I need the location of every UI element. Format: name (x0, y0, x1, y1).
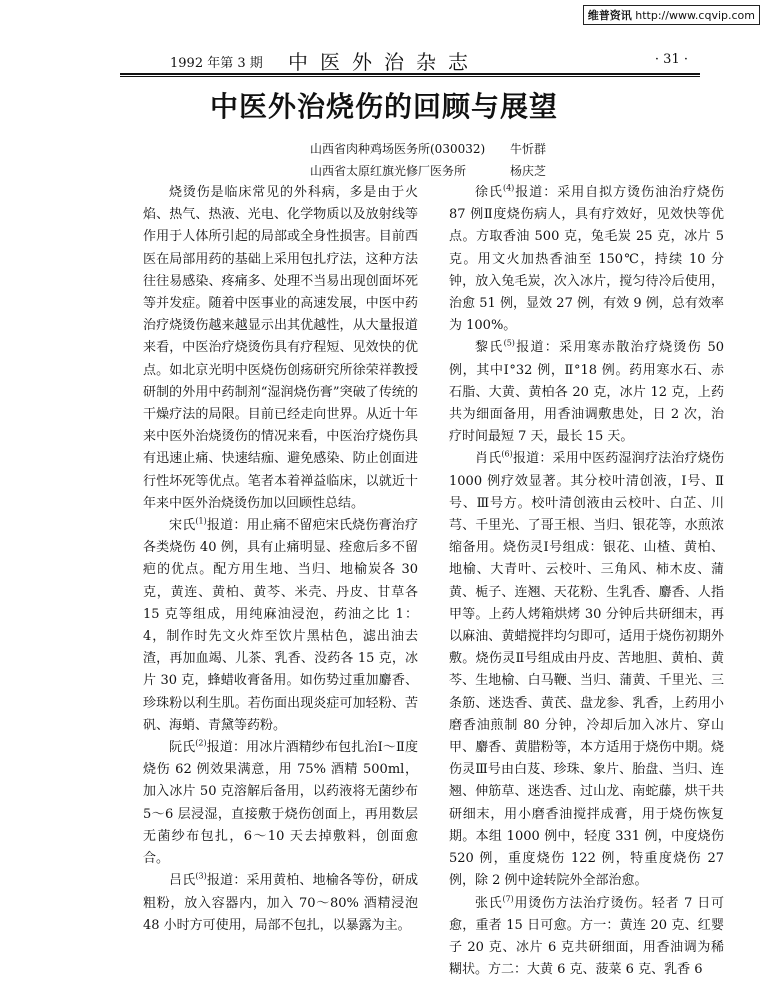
source-stamp (583, 5, 760, 25)
paragraph-text: 报道：采用中医药湿润疗法治疗烧伤 1000 例疗效显著。其分校叶清创液，Ⅰ号、Ⅱ号、Ⅲ号方。校叶清创液由云校叶、白芷、川芎、千里光、了哥王根、当归、银花等，水煎浓缩备用。烧伤灵Ⅰ号组成：银花、山楂、黄柏、地榆、大青叶、云校叶、三角风、柿木皮、蒲黄、栀子、连翘、天花粉、生乳香、麝香、人指甲等。上药人烤箱烘烤 30 分钟后共研细末，再以麻油、黄蜡搅拌均匀即可，适用于烧伤初期外敷。烧伤灵Ⅱ号组成由丹皮、苦地胆、黄柏、黄芩、生地榆、白马鞭、当归、蒲黄、千里光、三条筋、迷迭香、黄芪、盘龙参、乳香，上药用小磨香油煎制 80 分钟，冷却后加入冰片、穿山甲、麝香、黄腊粉等，本方适用于烧伤中期。烧伤灵Ⅲ号由白芨、珍珠、象片、胎盘、当归、连翘、伸筋草、迷迭香、过山龙、南蛇藤，烘干共研细末，用小磨香油搅拌成膏，用于烧伤恢复期。本组 1000 例中，轻度 331 例，中度烧伤 520 例，重度烧伤 122 例，特重度烧伤 27 例，除 2 例中途转院外全部治愈。 (449, 451, 724, 888)
author-line-2 (310, 162, 466, 179)
author-name: 杨庆芝 (510, 162, 546, 179)
right-column (449, 182, 724, 981)
author-line-1 (310, 140, 485, 157)
intro-paragraph: 烧烫伤是临床常见的外科病，多是由于火焰、热气、热液、光电、化学物质以及放射线等作用于人体所引起的局部或全身性损害。目前西医在局部用药的基础上采用包扎疗法，这种方法往往易感染、疼痛多、处理不当易出现创面坏死等并发症。随着中医事业的高速发展，中医中药治疗烧烫伤越来越显示出其优越性，从大量报道来看，中医治疗烧烫伤具有疗程短、见效快的优点。如北京光明中医烧伤创疡研究所徐荣祥教授研制的外用中药制剂“湿润烧伤膏”突破了传统的干燥疗法的局限。目前已经走向世界。从近十年来中医外治烧烫伤的情况来看，中医治疗烧伤具有迅速止痛、快速结痂、避免感染、防止创面进行性坏死等优点。笔者本着禅益临床，以就近十年来中医外治烧烫伤加以回顾性总结。 (143, 182, 418, 515)
stamp-brand: 维普资讯 (588, 9, 632, 22)
author-affiliation: 山西省肉种鸡场医务所(030032) (310, 142, 485, 156)
citation-ref: (6) (501, 450, 512, 459)
issue-label: 1992 年第 3 期 (170, 52, 263, 71)
paragraph-text: 报道：采用黄柏、地榆各等份，研成粗粉，放入容器内，加入 70～80% 酒精浸泡 48 小时方可使用，局部不包扎，以暴露为主。 (143, 873, 418, 932)
paragraph (449, 893, 724, 981)
paragraph-text: 报道：采用自拟方烫伤油治疗烧伤 87 例Ⅱ度烧伤病人，具有疗效好，见效快等优点。方取香油 500 克，兔毛炭 25 克，冰片 5 克。用文火加热香油至 150℃，持续 10 分钟，放入兔毛炭，次入冰片，搅匀待冷后使用，治愈 51 例，显效 27 例，有效 9 例，总有效率为 100%。 (449, 185, 724, 333)
running-header (0, 44, 768, 74)
stamp-url[interactable]: http://www.cqvip.com (635, 9, 755, 22)
citation-author: 吕氏 (169, 873, 195, 888)
citation-author: 肖氏 (475, 451, 501, 466)
left-column (143, 182, 418, 937)
journal-name: 中医外治杂志 (0, 46, 768, 75)
citation-ref: (2) (195, 739, 206, 748)
article-title: 中医外治烧伤的回顾与展望 (0, 85, 768, 125)
paragraph-text: 报道：用冰片酒精纱布包扎治Ⅰ～Ⅱ度烧伤 62 例效果满意，用 75% 酒精 500ml，加入冰片 50 克溶解后备用，以药液将无菌纱布 5～6 层浸湿，直接敷于烧伤创面上，再用数层无菌纱布包扎，6～10 天去掉敷料，创面愈合。 (143, 740, 418, 866)
citation-author: 阮氏 (169, 740, 195, 755)
paragraph-text: 报道：用止痛不留疤宋氏烧伤膏治疗各类烧伤 40 例，具有止痛明显、痊愈后多不留疤的优点。配方用生地、当归、地榆炭各 30 克，黄连、黄柏、黄芩、米壳、丹皮、甘草各 15 克等组成，用纯麻油浸泡，药油之比 1：4，制作时先文火炸至饮片黑枯色，滤出油去渣，再加血竭、儿茶、乳香、没药各 15 克，冰片 30 克，蜂蜡收膏备用。如伤势过重加麝香、珍珠粉以利生肌。若伤面出现炎症可加轻粉、苦矾、海蛸、青黛等药粉。 (143, 518, 418, 733)
citation-ref: (5) (504, 339, 515, 348)
citation-author: 宋氏 (169, 518, 195, 533)
paragraph-text: 用烫伤方法治疗烫伤。轻者 7 日可愈，重者 15 日可愈。方一：黄连 20 克、红婴子 20 克、冰片 6 克共研细面，用香油调为稀糊状。方二：大黄 6 克、菠菜 6 克、乳香 6 (449, 896, 724, 978)
paragraph (449, 448, 724, 892)
paragraph-text: 报道：采用寒赤散治疗烧烫伤 50 例，其中Ⅰ°32 例，Ⅱ°18 例。药用寒水石、赤石脂、大黄、黄柏各 20 克，冰片 12 克，上药共为细面备用，用香油调敷患处，日 2 次，治疗时间最短 7 天，最长 15 天。 (449, 340, 724, 444)
page-number: · 31 · (655, 52, 688, 67)
citation-author: 徐氏 (475, 185, 503, 200)
citation-ref: (1) (195, 517, 206, 526)
citation-ref: (4) (503, 184, 514, 193)
citation-ref: (3) (195, 872, 206, 881)
citation-author: 黎氏 (475, 340, 504, 355)
author-name: 牛忻群 (510, 140, 546, 157)
paragraph (143, 515, 418, 737)
header-rule (120, 73, 700, 75)
author-affiliation: 山西省太原红旗光修厂医务所 (310, 164, 466, 178)
paragraph (449, 182, 724, 337)
header-rule-thin (120, 76, 700, 77)
paragraph (143, 870, 418, 937)
paragraph (143, 737, 418, 870)
paragraph (449, 337, 724, 448)
citation-author: 张氏 (475, 896, 502, 911)
citation-ref: (7) (502, 894, 513, 903)
